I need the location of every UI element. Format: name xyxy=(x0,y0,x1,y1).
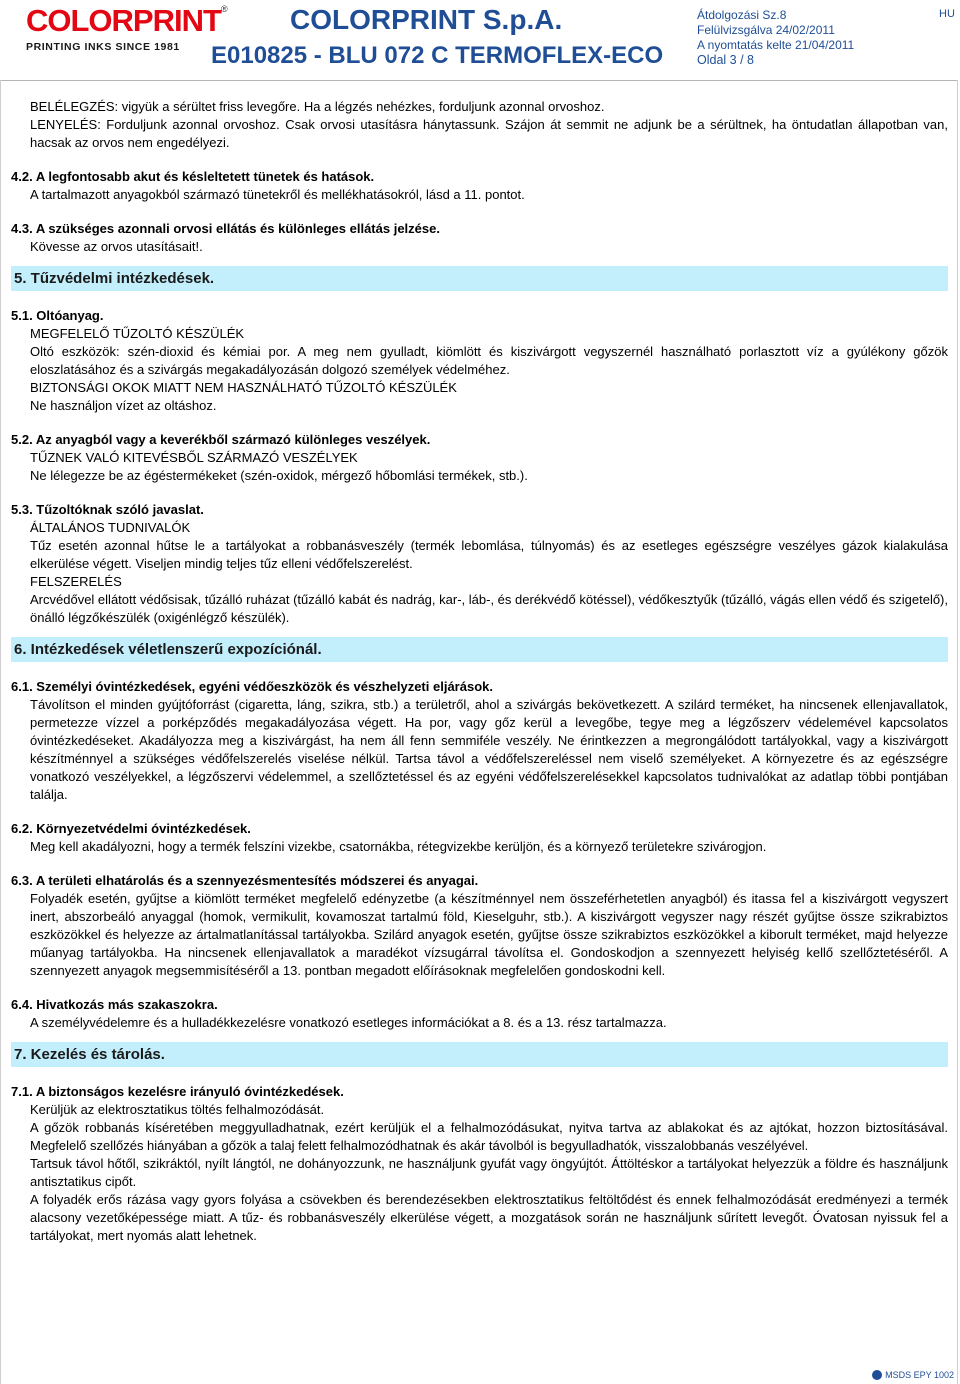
language-code: HU xyxy=(939,8,955,20)
general-info-label: ÁLTALÁNOS TUDNIVALÓK xyxy=(30,520,191,535)
subheading-6-3: 6.3. A területi elhatárolás és a szennyezésmentesítés módszerei és anyagai. xyxy=(11,873,479,888)
review-date: Felülvizsgálva 24/02/2011 xyxy=(697,23,835,37)
colorprint-logo xyxy=(26,3,228,53)
section-5-title: 5. Tűzvédelmi intézkedések. xyxy=(14,270,215,287)
subheading-5-2: 5.2. Az anyagból vagy a keverékből származó különleges veszélyek. xyxy=(11,432,431,447)
revision-number: Átdolgozási Sz.8 xyxy=(697,8,787,22)
subheading-4-3: 4.3. A szükséges azonnali orvosi ellátás és különleges ellátás jelzése. xyxy=(11,221,440,236)
subheading-7-1: 7.1. A biztonságos kezelésre irányuló óvintézkedések. xyxy=(11,1084,344,1099)
subheading-4-2: 4.2. A legfontosabb akut és késleltetett tünetek és hatások. xyxy=(11,169,375,184)
subheading-5-1: 5.1. Oltóanyag. xyxy=(11,308,104,323)
epy-logo-icon xyxy=(872,1370,882,1380)
fire-hazard-label: TŰZNEK VALÓ KITEVÉSBŐL SZÁRMAZÓ VESZÉLYEK xyxy=(30,450,358,465)
logo-registered: ® xyxy=(220,4,228,14)
company-name: COLORPRINT S.p.A. xyxy=(290,4,563,35)
document-body xyxy=(11,98,948,1245)
text-7-1-a: Kerüljük az elektrosztatikus töltés felhalmozódását. xyxy=(30,1102,325,1117)
text-7-1-b: A gőzök robbanás kíséretében meggyulladhatnak, ezért kerüljük el a felhalmozódásukat, nyitva tartva az ablakokat és az ajtókat, hozzon biztosításával. Megfelelő szellőzés hiányában a gőzök a talaj felett felhalmozódhatnak és akár távolból is begyulladhatók, visszalobbanás veszélyével. xyxy=(30,1120,948,1153)
text-7-1-c: Tartsuk távol hőtől, szikráktól, nyílt lángtól, ne dohányozzunk, ne használjunk gyufát vagy öngyújtót. Áttöltéskor a tartályokat helyezzük a földre és használjunk antisztatikus cipőt. xyxy=(30,1156,948,1189)
unsuitable-extinguisher-text: Ne használjon vízet az oltáshoz. xyxy=(30,398,217,413)
equipment-label: FELSZERELÉS xyxy=(30,574,122,589)
equipment-text: Arcvédővel ellátott védősisak, tűzálló ruházat (tűzálló kabát és nadrág, kar-, láb-, és derékvédő kötéssel), védőkesztyűk (tűzálló, vágás ellen védő és szigetelő), önálló légzőkészülék (oxigénlégző készülék). xyxy=(30,592,948,625)
subheading-6-2: 6.2. Környezetvédelmi óvintézkedések. xyxy=(11,821,251,836)
document-header xyxy=(0,0,960,80)
unsuitable-extinguisher-label: BIZTONSÁGI OKOK MIATT NEM HASZNÁLHATÓ TŰZOLTÓ KÉSZÜLÉK xyxy=(30,380,457,395)
section-5-heading xyxy=(11,266,948,291)
text-6-2: Meg kell akadályozni, hogy a termék felszíni vizekbe, csatornákba, rétegvizekbe kerüljön, és a környező területekre szivárogjon. xyxy=(30,839,767,854)
text-4-3: Kövesse az orvos utasításait!. xyxy=(30,239,203,254)
revision-meta xyxy=(697,8,854,68)
fire-hazard-text: Ne lélegezze be az égéstermékeket (szén-oxidok, mérgező hőbomlási termékek, stb.). xyxy=(30,468,528,483)
page-frame-left xyxy=(0,80,1,1384)
section-7-title: 7. Kezelés és tárolás. xyxy=(14,1046,165,1063)
extinguisher-text: Oltó eszközök: szén-dioxid és kémiai por. A meg nem gyulladt, kiömlött és kiszivárgott vegyszernél használható porlasztott víz a gyúlékony gőzök eloszlatásához és a szivárgás megakadályozásán dolgozó személyek védelméhez. xyxy=(30,344,948,377)
text-7-1-d: A folyadék erős rázása vagy gyors folyása a csövekben és berendezésekben elektrosztatikus feltöltődést és ennek felhalmozódását eredményezi a termék alacsony vezetőképessége miatt. A tűz- és robbanásveszély elkerülése végett, a mozgatások során ne használjunk sűrített levegőt. Óvatosan nyissuk fel a tartályokat, mert nyomás alatt lehetnek. xyxy=(30,1192,948,1243)
subheading-6-1: 6.1. Személyi óvintézkedések, egyéni védőeszközök és vészhelyzeti eljárások. xyxy=(11,679,493,694)
ingestion-text: LENYELÉS: Forduljunk azonnal orvoshoz. Csak orvosi utasításra hánytassunk. Szájon át semmit ne adjunk be a sérültnek, ha öntudatlan állapotban van, hacsak az orvos nem engedélyezi. xyxy=(30,117,948,150)
text-6-3: Folyadék esetén, gyűjtse a kiömlött terméket megfelelő edényzetbe (a készítménnyel nem összeférhetetlen anyagból) és itassa fel a kiszivárgott vegyszert inert, abszorbeáló anyaggal (homok, vermikulit, kovamoszat tartalmú föld, Kieselguhr, stb.). A kiszivárgott vegyszer nagy részét gyűjtse össze szikrabiztos eszközökkel és helyezze az ártalmatlanítással tartályokba. Szilárd anyagok esetén, gyűjtse össze szikrabiztos eszközökkel a kiborult terméket, majd helyezze műanyag tartályokba. Ha nincsenek ellenjavallatok a maradékot vízsugárral távolítsa el. Gondoskodjon a szennyezett helyiség kellő szellőztetéséről. A szennyezett anyagok megsemmisítéséről a 13. pontban megadott előírásoknak megfelelően gondoskodni kell. xyxy=(30,891,948,978)
product-name: E010825 - BLU 072 C TERMOFLEX-ECO xyxy=(211,42,664,69)
subheading-5-3: 5.3. Tűzoltóknak szóló javaslat. xyxy=(11,502,204,517)
document-footer xyxy=(872,1370,954,1380)
footer-code: MSDS EPY 1002 xyxy=(885,1370,954,1380)
text-4-2: A tartalmazott anyagokból származó tünetekről és mellékhatásokról, lásd a 11. pontot. xyxy=(30,187,525,202)
header-divider xyxy=(0,80,958,81)
text-6-1: Távolítson el minden gyújtóforrást (cigaretta, láng, szikra, stb.) a területről, ahol a szivárgás bekövetkezett. A szilárd terméket, ha nincsenek ellenjavallatok, permetezze vízzel a porképződés megakadályozása végett. Ha por, vagy gőz kerül a levegőbe, tegye meg a légzőszerv védelemével kapcsolatos óvintézkedéseket. Akadályozza meg a kiszivárgást, ha nem áll fenn semmiféle veszély. Ne érintkezzen a megrongálódott tartályokkal, vagy a kiszivárgott készítménnyel a szükséges védőfelszerelés viselése nélkül. Tartsa távol a védőfelszereléssel nem viselő személyeket. A környezetre és az egészségre vonatkozó veszélyekkel, a légzőszervi védelemmel, a szellőztetéssel és az egyéni védőfelszerelésekkel kapcsolatos tudnivalókat az adatlap többi pontjában találja. xyxy=(30,697,948,802)
general-info-text: Tűz esetén azonnal hűtse le a tartályokat a robbanásveszély (termék lebomlása, túlnyomás) és az esetleges egészségre veszélyes gázok kialakulása elkerülése végett. Viseljen mindig teljes tűz elleni védőfelszerelést. xyxy=(30,538,948,571)
subheading-6-4: 6.4. Hivatkozás más szakaszokra. xyxy=(11,997,218,1012)
logo-wordmark: COLORPRINT xyxy=(26,3,221,38)
print-date: A nyomtatás kelte 21/04/2011 xyxy=(697,38,855,52)
logo-tagline: PRINTING INKS SINCE 1981 xyxy=(26,41,180,53)
section-6-title: 6. Intézkedések véletlenszerű expozíciónál. xyxy=(14,641,322,658)
text-6-4: A személyvédelemre és a hulladékkezelésre vonatkozó esetleges információkat a 8. és a 13. rész tartalmazza. xyxy=(30,1015,667,1030)
section-7-heading xyxy=(11,1042,948,1067)
page-frame-right xyxy=(957,80,958,1384)
suitable-extinguisher-label: MEGFELELŐ TŰZOLTÓ KÉSZÜLÉK xyxy=(30,326,245,341)
inhalation-text: BELÉLEGZÉS: vigyük a sérültet friss levegőre. Ha a légzés nehézkes, forduljunk azonnal orvoshoz. xyxy=(30,99,605,114)
section-6-heading xyxy=(11,637,948,662)
page-number: Oldal 3 / 8 xyxy=(697,53,754,67)
